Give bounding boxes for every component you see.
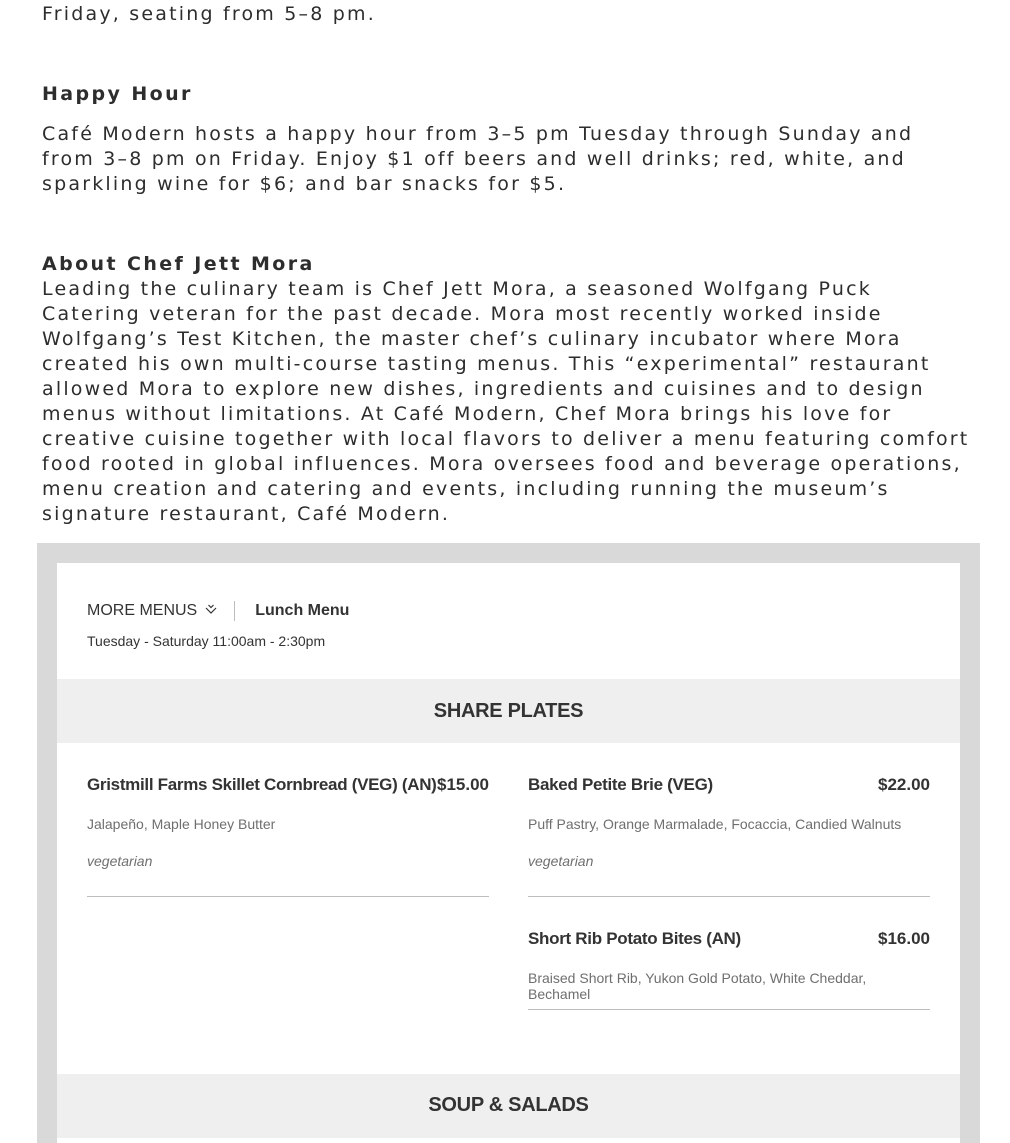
menu-item-description: Jalapeño, Maple Honey Butter [87, 816, 276, 832]
about-chef-heading: About Chef Jett Mora [42, 253, 315, 275]
menu-item-description: Puff Pastry, Orange Marmalade, Focaccia, Candied Walnuts [528, 816, 902, 832]
intro-text: Friday, seating from 5–8 pm. [42, 3, 376, 25]
menu-item [528, 775, 930, 897]
menu-widget-frame [37, 543, 980, 1143]
happy-hour-heading: Happy Hour [42, 83, 193, 105]
section-header-soup-salads: SOUP & SALADS [57, 1074, 960, 1138]
nav-divider [234, 601, 235, 621]
section-header-share-plates: SHARE PLATES [57, 679, 960, 743]
chevron-down-icon [204, 604, 218, 618]
menu-nav [87, 597, 349, 625]
menu-item-name: Short Rib Potato Bites (AN) [528, 929, 741, 948]
menu-item-name: Baked Petite Brie (VEG) [528, 775, 713, 794]
menu-item-price: $16.00 [878, 929, 930, 948]
menu-item-name: Gristmill Farms Skillet Cornbread (VEG) (AN) [87, 775, 437, 794]
menu-card [57, 563, 960, 1143]
menu-item-price: $15.00 [437, 775, 489, 794]
menu-item [528, 929, 930, 1010]
menu-item [87, 775, 489, 897]
menu-hours: Tuesday - Saturday 11:00am - 2:30pm [87, 633, 326, 649]
menu-item-dietary-tag: vegetarian [528, 853, 594, 869]
happy-hour-text: Café Modern hosts a happy hour from 3–5 pm Tuesday through Sunday and from 3–8 pm on Friday. Enjoy $1 off beers and well drinks; red, white, and sparkling wine for $6; and bar snacks for $5. [42, 123, 914, 195]
menu-item-price: $22.00 [878, 775, 930, 794]
intro-paragraph-tail [42, 2, 972, 27]
menu-item-description: Braised Short Rib, Yukon Gold Potato, White Cheddar, Bechamel [528, 970, 867, 1002]
more-menus-label: MORE MENUS [87, 602, 198, 619]
menu-item-dietary-tag: vegetarian [87, 853, 153, 869]
about-chef-section [42, 252, 972, 527]
more-menus-dropdown[interactable] [87, 602, 218, 620]
happy-hour-section [42, 82, 972, 197]
about-chef-text: Leading the culinary team is Chef Jett Mora, a seasoned Wolfgang Puck Catering veteran for the past decade. Mora most recently worked inside Wolfgang’s Test Kitchen, the master chef’s culinary incubator where Mora created his own multi-course tasting menus. This “experimental” restaurant allowed Mora to explore new dishes, ingredients and cuisines and to design menus without limitations. At Café Modern, Chef Mora brings his love for creative cuisine together with local flavors to deliver a menu featuring comfort food rooted in global influences. Mora oversees food and beverage operations, menu creation and catering and events, including running the museum’s signature restaurant, Café Modern. [42, 278, 970, 525]
current-menu-title: Lunch Menu [255, 602, 350, 619]
